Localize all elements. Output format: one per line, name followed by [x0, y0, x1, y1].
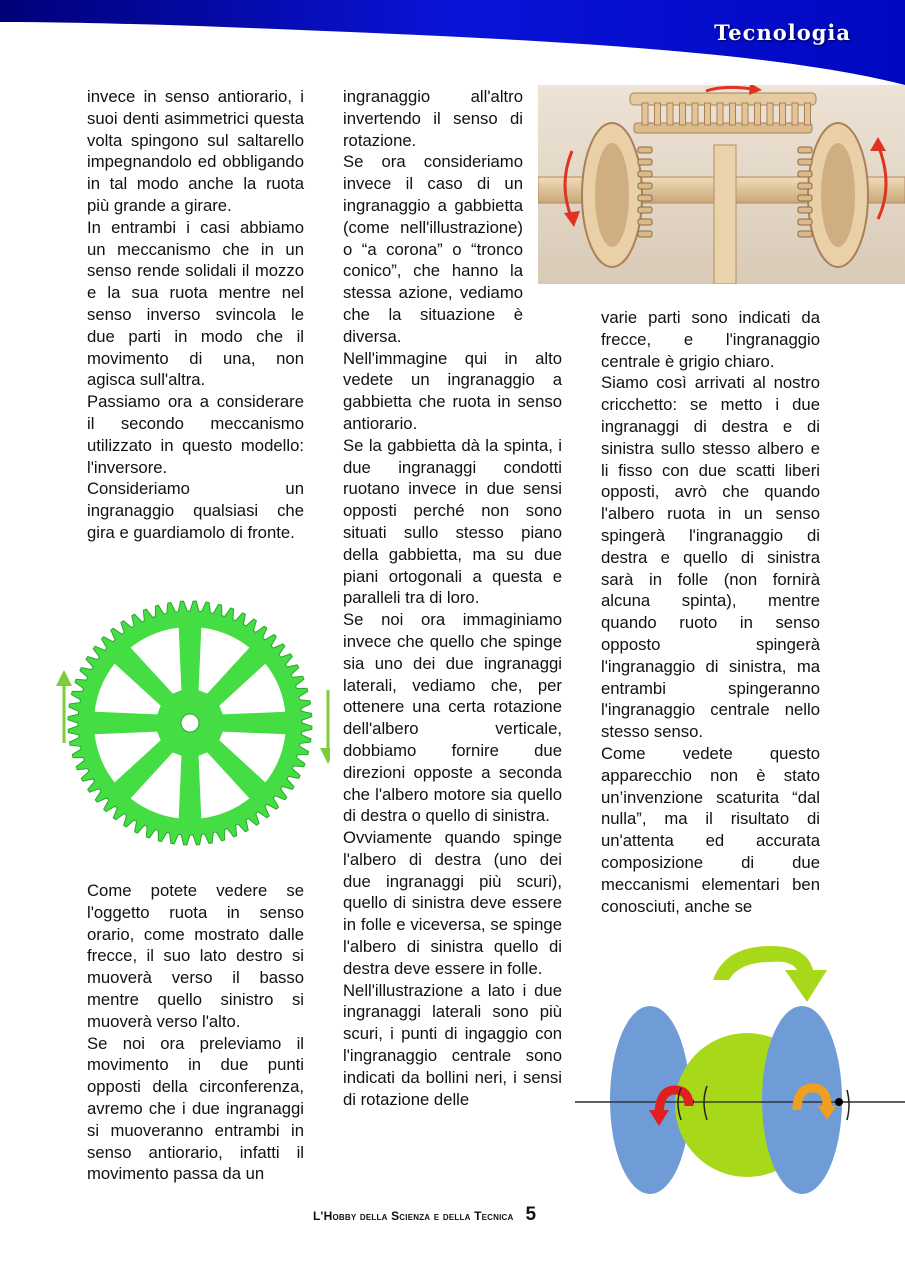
column-1-bottom [87, 880, 304, 1185]
spur-gear [68, 601, 312, 845]
gear-tooth [798, 171, 812, 177]
paragraph: Se noi ora preleviamo il movimento in due punti opposti della circonferenza, avremo che i due ingranaggi si muoveranno entrambi in senso antiorario, infatti il movimento passa da un [87, 1033, 304, 1184]
gear-tooth [798, 207, 812, 213]
gear-tooth [798, 231, 812, 237]
gear-tooth [638, 219, 652, 225]
cage-bar [767, 103, 773, 125]
paragraph: Come potete vedere se l'oggetto ruota in senso orario, come mostrato dalle frecce, il suo lato destro si muoverà verso il basso mentre quello sinistro si muoverà verso l'alto. [87, 881, 304, 1031]
gear-tooth [638, 171, 652, 177]
column-1-top [87, 86, 304, 544]
paragraph: Passiamo ora a considerare il secondo meccanismo utilizzato in questo modello: l'inversore. [87, 392, 304, 477]
gear-tooth [638, 231, 652, 237]
cage-bar [755, 103, 761, 125]
section-title: Tecnologia [714, 20, 851, 45]
green-gear-figure [50, 578, 330, 868]
cage-bar [717, 103, 723, 125]
cage-bar [805, 103, 811, 125]
gear-tooth [638, 183, 652, 189]
gear-hub [181, 714, 199, 732]
cage-bar [742, 103, 748, 125]
paragraph: invece in senso antiorario, i suoi denti asimmetrici questa volta spingono sul saltarello impegnandolo ed obbligando in tal modo anche la ruota più grande a girare. [87, 87, 304, 215]
paragraph: Se ora consideriamo invece il caso di un ingranaggio a gabbietta (come nell'illustrazione) o “a corona” o “tronco conico”, che hanno la stessa azione, vediamo che la situazione è diversa. [343, 152, 523, 346]
column-2 [343, 86, 562, 1110]
gear-tooth [638, 207, 652, 213]
paragraph: Ovviamente quando spinge l'albero di destra (uno dei due ingranaggi più scuri), quello di sinistra deve essere in folle e viceversa, se spinge l'albero di sinistra quello di destra deve essere in folle. [343, 828, 562, 978]
cage-bar [642, 103, 648, 125]
paragraph: Consideriamo un ingranaggio qualsiasi che gira e guardiamolo di fronte. [87, 479, 304, 542]
cage-bar [792, 103, 798, 125]
paragraph: Nell'illustrazione a lato i due ingranaggi laterali sono più scuri, i punti di ingaggio con l'ingranaggio centrale sono indicati da bollini neri, i sensi di rotazione delle [343, 980, 562, 1109]
gear-tooth [798, 195, 812, 201]
cage-bar [730, 103, 736, 125]
paragraph: Se noi ora immaginiamo invece che quello che spinge sia uno dei due ingranaggi laterali, vediamo che, per ottenere una certa rotazione dell'albero verticale, dobbiamo fornire due direzioni opposte a seconda che l'albero motore sia quello di destra o quello di sinistra. [343, 610, 562, 826]
cage-bar [692, 103, 698, 125]
cage-bar [780, 103, 786, 125]
paragraph: Come vedete questo apparecchio non è stato un’invenzione scaturita “dal nulla”, ma il risultato di un'attenta ed accurata composizione di due meccanismi elementari ben conosciuti, anche se [601, 743, 820, 916]
paragraph: ingranaggio all'altro invertendo il senso di rotazione. [343, 87, 523, 150]
gear-tooth [798, 183, 812, 189]
magazine-name: L'Hobby della Scienza e della Tecnica [313, 1209, 514, 1223]
gear-tooth [638, 159, 652, 165]
gear-tooth [798, 147, 812, 153]
paragraph: Se la gabbietta dà la spinta, i due ingranaggi condotti ruotano invece in due sensi opposti perché non sono situati sullo stesso piano della gabbietta, ma su due piani ortogonali a questa e paralleli tra di loro. [343, 435, 562, 608]
page-footer [313, 1204, 536, 1226]
paragraph: Siamo così arrivati al nostro cricchetto: se metto i due ingranaggi di destra e di sinistra sullo stesso albero e li fisso con due scatti liberi opposti, avrò che quando l'albero ruota in un senso spingerà l'ingranaggio di destra e quello di sinistra sarà in folle (non fornirà alcuna spinta), mentre quando ruoto in senso opposto spingerà l'ingranaggio di sinistra, ma entrambi spingeranno l'ingranaggio centrale nello stesso senso. [601, 373, 820, 742]
wooden-gear-photo [538, 85, 905, 284]
paragraph: Nell'immagine qui in alto vedete un ingranaggio a gabbietta che ruota in senso antiorario. [343, 348, 562, 433]
right-down-arrow [320, 690, 330, 764]
differential-diagram [575, 940, 905, 1202]
gear-tooth [638, 195, 652, 201]
cage-bar [705, 103, 711, 125]
gear-tooth [638, 147, 652, 153]
gear-tooth [798, 159, 812, 165]
column-3 [601, 307, 820, 917]
page-number: 5 [525, 1204, 537, 1225]
gear-tooth [798, 219, 812, 225]
cage-bar [680, 103, 686, 125]
paragraph: varie parti sono indicati da frecce, e l'ingranaggio centrale è grigio chiaro. [601, 308, 820, 371]
cage-bar [667, 103, 673, 125]
cage-bar [655, 103, 661, 125]
top-green-arrow [713, 946, 827, 1002]
engage-dot-right [835, 1098, 843, 1106]
paragraph: In entrambi i casi abbiamo un meccanismo che in un senso rende solidali il mozzo e la sua ruota mentre nel senso inverso svincola le due parti in modo che il movimento di una, non agisca sull'altra. [87, 217, 304, 390]
